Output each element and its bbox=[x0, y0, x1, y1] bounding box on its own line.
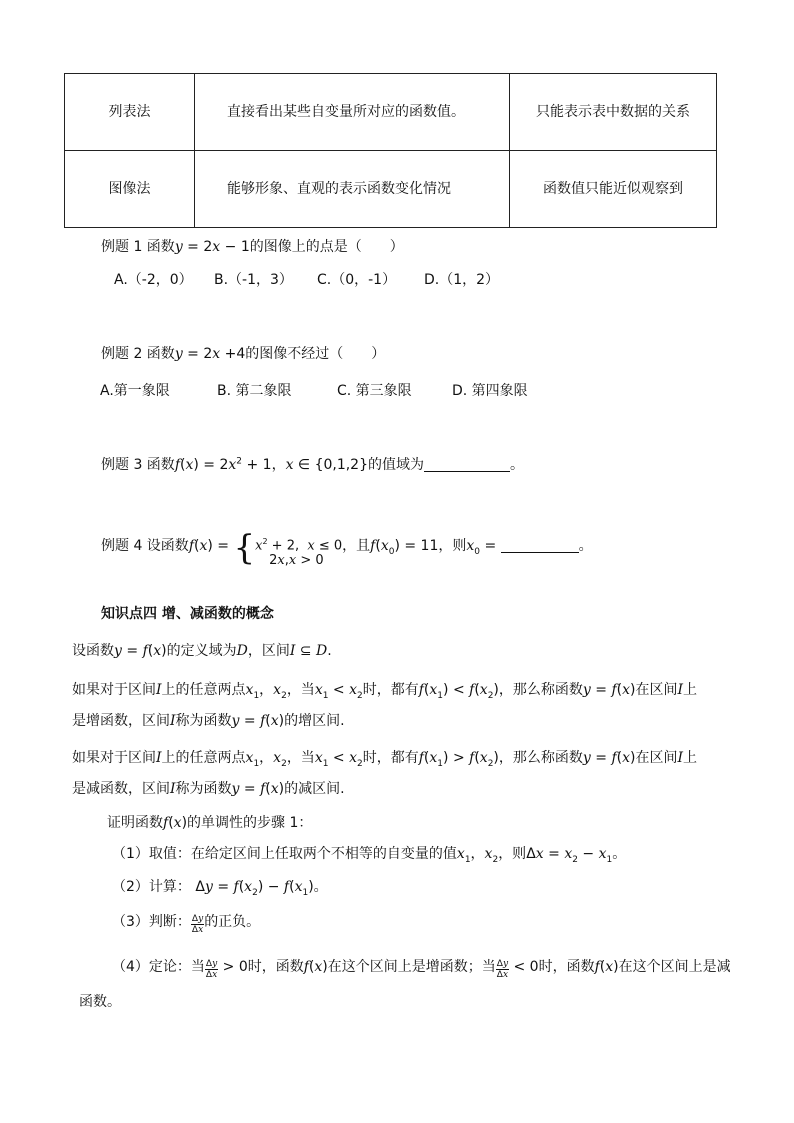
example-3-question: 例题 3 函数$f(x) = 2x^2 + 1$，x ∈ {0,1,2}的值域为 。 bbox=[101, 456, 525, 473]
example-2-option-a: A.第一象限 bbox=[100, 383, 170, 399]
table-row bbox=[65, 151, 717, 228]
step-1: （1）取值：在给定区间上任取两个不相等的自变量的值$x_1$，$x_2$，则$\Delta x = x_2 - x_1$。 bbox=[112, 846, 627, 865]
decreasing-definition-line-2: 是减函数，区间I称为函数y = f(x)的减区间. bbox=[72, 781, 345, 797]
advantage-cell: 能够形象、直观的表示函数变化情况 bbox=[195, 151, 510, 228]
example-2-question: 例题 2 函数y = 2x +4的图像不经过（ ） bbox=[101, 346, 386, 362]
answer-blank[interactable] bbox=[424, 457, 510, 472]
limitation-cell: 函数值只能近似观察到 bbox=[510, 151, 717, 228]
method-cell: 列表法 bbox=[65, 74, 195, 151]
method-cell: 图像法 bbox=[65, 151, 195, 228]
example-2-option-c: C. 第三象限 bbox=[337, 383, 412, 399]
advantage-cell: 直接看出某些自变量所对应的函数值。 bbox=[195, 74, 510, 151]
increasing-definition-line-1: 如果对于区间I上的任意两点$x_1$，$x_2$，当$x_1 < x_2$时，都有$f(x_1) < f(x_2)$，那么称函数y = f(x)在区间I上 bbox=[72, 682, 698, 701]
example-1-question: 例题 1 函数y = 2x − 1的图像上的点是（ ） bbox=[101, 239, 404, 255]
example-1-option-d: D.（1，2） bbox=[424, 272, 500, 288]
answer-blank[interactable] bbox=[501, 538, 579, 553]
step-4-line-1: （4）定论：当 $\frac{\Delta y}{\Delta x}$ > 0时，函数f(x)在这个区间上是增函数；当 $\frac{\Delta y}{\Delta x}$ < 0时，函数f(x)在这个区间上是减 bbox=[112, 959, 731, 980]
increasing-definition-line-2: 是增函数，区间I称为函数y = f(x)的增区间. bbox=[72, 713, 345, 729]
section-title: 知识点四 增、减函数的概念 bbox=[101, 606, 274, 622]
step-4-line-2: 函数。 bbox=[79, 994, 121, 1010]
example-1-option-c: C.（0，-1） bbox=[317, 272, 397, 288]
example-1-option-a: A.（-2，0） bbox=[114, 272, 193, 288]
step-2: （2）计算： $\Delta y = f(x_2) - f(x_1)$。 bbox=[112, 879, 328, 898]
example-4-question: 例题 4 设函数f(x) = { $x^2 + 2$, x ≤ 0 2x,x > 0 ，且$f(x_0) = 11$，则$x_0$ = 。 bbox=[101, 528, 593, 568]
steps-title: 证明函数f(x)的单调性的步骤 1： bbox=[107, 815, 313, 831]
step-3: （3）判断： $\frac{\Delta y}{\Delta x}$ 的正负。 bbox=[112, 914, 261, 935]
comparison-table bbox=[64, 73, 717, 228]
decreasing-definition-line-1: 如果对于区间I上的任意两点$x_1$，$x_2$，当$x_1 < x_2$时，都有$f(x_1) > f(x_2)$，那么称函数y = f(x)在区间I上 bbox=[72, 750, 698, 769]
table-row bbox=[65, 74, 717, 151]
limitation-cell: 只能表示表中数据的关系 bbox=[510, 74, 717, 151]
example-1-option-b: B.（-1，3） bbox=[214, 272, 293, 288]
example-2-option-b: B. 第二象限 bbox=[217, 383, 292, 399]
definition-domain: 设函数y = f(x)的定义域为D，区间I ⊆ D. bbox=[72, 643, 332, 659]
example-2-option-d: D. 第四象限 bbox=[452, 383, 528, 399]
